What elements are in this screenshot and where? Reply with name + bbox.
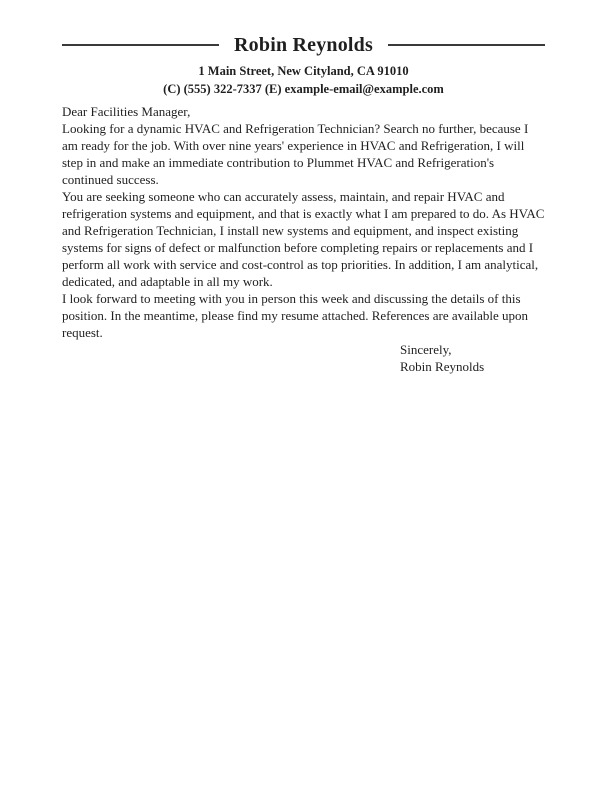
paragraph-call-to-action: I look forward to meeting with you in person this week and discussing the details of this position. In the meantime, please find my resume attached. References are available upon request. bbox=[62, 291, 529, 340]
address-line: 1 Main Street, New Cityland, CA 91010 bbox=[198, 64, 409, 78]
name-row bbox=[62, 34, 545, 56]
applicant-name: Robin Reynolds bbox=[234, 34, 373, 56]
contact-line: (C) (555) 322-7337 (E) example-email@example.com bbox=[163, 82, 444, 96]
paragraph-intro: Looking for a dynamic HVAC and Refrigeration Technician? Search no further, because I am ready for the job. With over nine years' experience in HVAC and Refrigeration, I will step in and make an immediate contribution to Plummet HVAC and Refrigeration's continued success. bbox=[62, 121, 529, 187]
closing-salutation: Sincerely, bbox=[400, 342, 452, 357]
salutation: Dear Facilities Manager, bbox=[62, 104, 191, 119]
letter-body bbox=[62, 103, 545, 375]
header-rule-right bbox=[388, 44, 545, 46]
paragraph-qualifications: You are seeking someone who can accurately assess, maintain, and repair HVAC and refrigeration systems and equipment, and that is exactly what I am prepared to do. As HVAC and Refrigeration Technician, I install new systems and equipment, and inspect existing systems for signs of defect or malfunction before completing repairs or replacements and I perform all work with service and cost-control as top priorities. In addition, I am analytical, dedicated, and adaptable in all my work. bbox=[62, 189, 545, 289]
header-rule-left bbox=[62, 44, 219, 46]
letter-header bbox=[62, 34, 545, 98]
signature-name: Robin Reynolds bbox=[400, 359, 485, 374]
closing-block bbox=[62, 341, 545, 375]
